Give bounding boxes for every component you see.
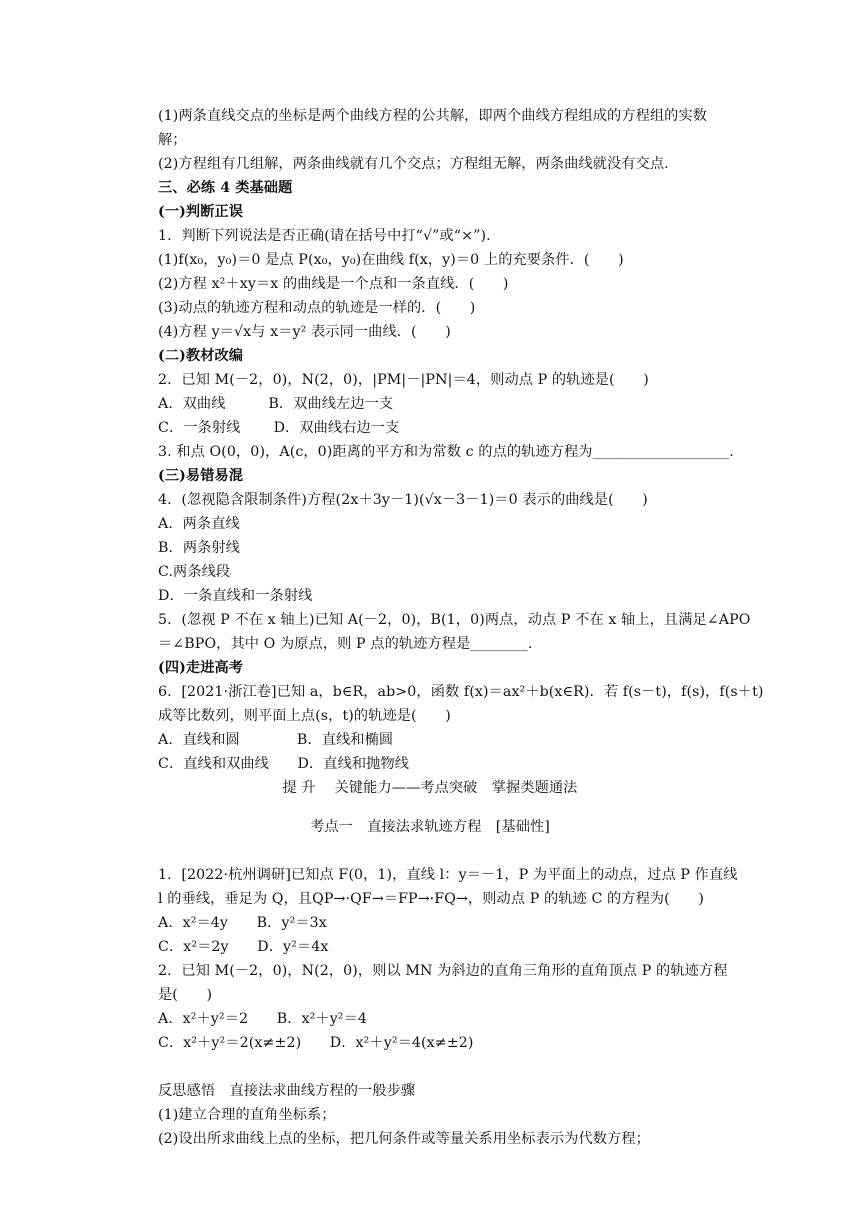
text-line-11: (二)教材改编 [158, 348, 244, 364]
text-line-27: A．直线和圆 B．直线和椭圆 [158, 732, 394, 748]
text-line-36: 是( ) [158, 987, 213, 1003]
text-line-18: A．两条直线 [158, 516, 240, 532]
text-line-40: (1)建立合理的直角坐标系； [158, 1107, 336, 1123]
text-line-32: l 的垂线，垂足为 Q，且QP→·QF→＝FP→·FQ→，则动点 P 的轨迹 C 的方程为( ) [158, 891, 705, 907]
text-line-17: 4．(忽视隐含限制条件)方程(2x＋3y－1)(√x－3－1)＝0 表示的曲线是( ) [158, 492, 648, 508]
text-line-15: 3. 和点 O(0，0)，A(c，0)距离的平方和为常数 c 的点的轨迹方程为___________________. [158, 444, 734, 460]
text-line-20: C.两条线段 [158, 564, 231, 580]
text-line-8: (2)方程 x²＋xy＝x 的曲线是一个点和一条直线．( ) [158, 276, 509, 292]
text-line-31: 1．[2022·杭州调研]已知点 F(0，1)，直线 l：y＝－1，P 为平面上的动点，过点 P 作直线 [158, 867, 738, 883]
text-line-24: (四)走进高考 [158, 660, 244, 676]
text-line-2: 解； [158, 132, 187, 148]
text-line-37: A．x²＋y²＝2 B．x²＋y²＝4 [158, 1011, 368, 1027]
text-line-4: 三、必练 4 类基础题 [158, 180, 293, 196]
text-line-23: ＝∠BPO，其中 O 为原点，则 P 点的轨迹方程是________. [158, 636, 533, 652]
text-line-28: C．直线和双曲线 D．直线和抛物线 [158, 756, 410, 772]
text-line-29: 提 升 关键能力——考点突破 掌握类题通法 [282, 780, 578, 796]
text-line-16: (三)易错易混 [158, 468, 244, 484]
text-line-33: A．x²＝4y B．y²＝3x [158, 915, 327, 931]
text-line-30: 考点一 直接法求轨迹方程 [基础性] [310, 819, 550, 835]
text-line-14: C．一条射线 D．双曲线右边一支 [158, 420, 400, 436]
text-line-22: 5．(忽视 P 不在 x 轴上)已知 A(－2，0)，B(1，0)两点，动点 P 不在 x 轴上，且满足∠APO [158, 612, 751, 628]
text-line-25: 6．[2021·浙江卷]已知 a，b∈R，ab>0，函数 f(x)＝ax²＋b(x∈R)．若 f(s－t)，f(s)，f(s＋t) [158, 684, 764, 700]
text-line-35: 2．已知 M(－2，0)，N(2，0)，则以 MN 为斜边的直角三角形的直角顶点 P 的轨迹方程 [158, 963, 728, 979]
text-line-13: A．双曲线 B．双曲线左边一支 [158, 396, 394, 412]
text-line-6: 1．判断下列说法是否正确(请在括号中打“√”或“×”). [158, 228, 491, 244]
text-line-19: B．两条射线 [158, 540, 240, 556]
text-line-1: (1)两条直线交点的坐标是两个曲线方程的公共解，即两个曲线方程组成的方程组的实数 [158, 108, 708, 124]
text-line-5: (一)判断正误 [158, 204, 244, 220]
text-line-41: (2)设出所求曲线上点的坐标，把几何条件或等量关系用坐标表示为代数方程； [158, 1131, 650, 1147]
text-line-3: (2)方程组有几组解，两条曲线就有几个交点；方程组无解，两条曲线就没有交点. [158, 156, 669, 172]
text-line-26: 成等比数列，则平面上点(s，t)的轨迹是( ) [158, 708, 451, 724]
text-line-10: (4)方程 y＝√x与 x＝y² 表示同一曲线．( ) [158, 324, 451, 340]
text-line-7: (1)f(x₀，y₀)＝0 是点 P(x₀，y₀)在曲线 f(x，y)＝0 上的充要条件．( ) [158, 252, 624, 268]
text-line-34: C．x²＝2y D．y²＝4x [158, 939, 329, 955]
text-line-39: 反思感悟 直接法求曲线方程的一般步骤 [158, 1083, 416, 1099]
text-line-38: C．x²＋y²＝2(x≠±2) D．x²＋y²＝4(x≠±2) [158, 1035, 474, 1051]
text-line-21: D．一条直线和一条射线 [158, 588, 313, 604]
text-line-9: (3)动点的轨迹方程和动点的轨迹是一样的．( ) [158, 300, 476, 316]
text-line-12: 2．已知 M(－2，0)，N(2，0)，|PM|－|PN|＝4，则动点 P 的轨迹是( ) [158, 372, 649, 388]
